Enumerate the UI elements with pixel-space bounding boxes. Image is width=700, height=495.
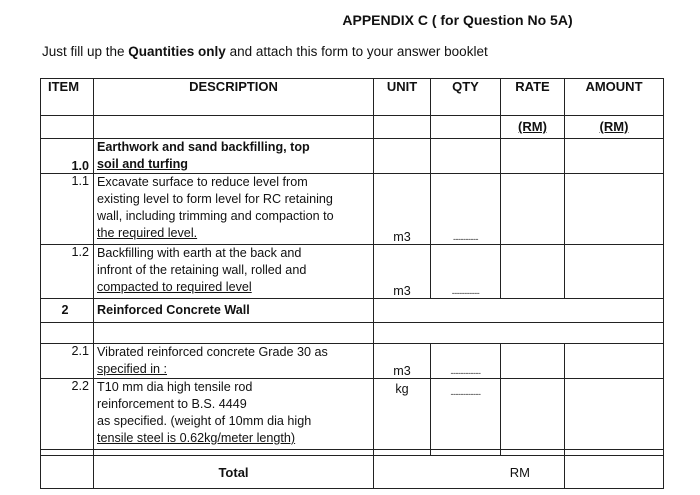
description-line: Earthwork and sand backfilling, top <box>97 140 310 154</box>
total-currency: RM <box>374 456 565 489</box>
table-row <box>41 299 664 323</box>
amount-cell <box>565 139 664 174</box>
table-row <box>41 379 664 450</box>
header-qty: QTY <box>431 79 501 116</box>
description-line: Backfilling with earth at the back and <box>97 246 302 260</box>
rate-cell <box>501 174 565 245</box>
qty-cell[interactable]: ---------- <box>431 174 501 245</box>
blank-cell <box>431 116 501 139</box>
unit-cell <box>374 139 431 174</box>
unit-cell: m3 <box>374 344 431 379</box>
bill-of-quantities-table <box>40 78 664 489</box>
unit-cell: m3 <box>374 174 431 245</box>
table-row <box>41 139 664 174</box>
item-number: 2 <box>41 299 94 323</box>
amount-cell <box>565 344 664 379</box>
header-item: ITEM <box>41 79 94 116</box>
unit-cell: m3 <box>374 245 431 299</box>
item-number: 1.0 <box>41 139 94 174</box>
description-line: as specified. (weight of 10mm dia high <box>97 414 312 428</box>
blank-cell <box>374 116 431 139</box>
description-line: wall, including trimming and compaction to <box>97 209 334 223</box>
instruction-after: and attach this form to your answer booklet <box>225 44 488 59</box>
item-number: 2.1 <box>41 344 94 379</box>
item-description <box>94 245 374 299</box>
rate-cell <box>501 139 565 174</box>
item-description <box>94 299 374 323</box>
rate-currency-cell <box>501 116 565 139</box>
blank-cell <box>94 323 374 344</box>
currency-row <box>41 116 664 139</box>
qty-cell[interactable]: ------------ <box>431 344 501 379</box>
item-number: 1.2 <box>41 245 94 299</box>
total-label: Total <box>94 456 374 489</box>
description-line: T10 mm dia high tensile rod <box>97 380 253 394</box>
item-description <box>94 344 374 379</box>
blank-cell <box>41 116 94 139</box>
rate-cell <box>501 379 565 450</box>
item-description <box>94 379 374 450</box>
appendix-title: APPENDIX C ( for Question No 5A) <box>342 12 573 28</box>
amount-cell <box>565 174 664 245</box>
rate-cell <box>501 245 565 299</box>
header-rate: RATE <box>501 79 565 116</box>
header-unit: UNIT <box>374 79 431 116</box>
description-line: tensile steel is 0.62kg/meter length) <box>97 431 296 445</box>
description-line: infront of the retaining wall, rolled and <box>97 263 307 277</box>
description-line: Vibrated reinforced concrete Grade 30 as <box>97 345 328 359</box>
amount-currency-cell <box>565 116 664 139</box>
rate-cell <box>501 344 565 379</box>
description-line: Reinforced Concrete Wall <box>97 303 250 317</box>
description-line: compacted to required level <box>97 280 252 294</box>
description-line: soil and turfing <box>97 157 188 171</box>
blank-cell <box>41 456 94 489</box>
blank-cell <box>374 323 664 344</box>
amount-currency: (RM) <box>599 119 629 134</box>
unit-cell: kg <box>374 379 431 450</box>
total-amount-cell <box>565 456 664 489</box>
description-line: reinforcement to B.S. 4449 <box>97 397 247 411</box>
header-row <box>41 79 664 116</box>
rate-currency: (RM) <box>518 119 547 134</box>
spacer-row <box>41 323 664 344</box>
header-description: DESCRIPTION <box>94 79 374 116</box>
item-description <box>94 139 374 174</box>
blank-cell <box>41 323 94 344</box>
qty-cell[interactable]: ------------ <box>431 379 501 450</box>
merged-cell <box>374 299 664 323</box>
description-line: Excavate surface to reduce level from <box>97 175 308 189</box>
instruction-before: Just fill up the <box>42 44 129 59</box>
qty-cell[interactable]: ----------- <box>431 245 501 299</box>
description-line: specified in : <box>97 362 168 376</box>
description-line: existing level to form level for RC retaining <box>97 192 333 206</box>
description-line: the required level. <box>97 226 198 240</box>
header-amount: AMOUNT <box>565 79 664 116</box>
instruction-bold: Quantities only <box>128 44 226 59</box>
item-number: 1.1 <box>41 174 94 245</box>
blank-cell <box>94 116 374 139</box>
qty-cell[interactable] <box>431 139 501 174</box>
item-description <box>94 174 374 245</box>
total-row <box>41 456 664 489</box>
item-number: 2.2 <box>41 379 94 450</box>
amount-cell <box>565 245 664 299</box>
amount-cell <box>565 379 664 450</box>
instruction-text <box>42 44 488 59</box>
table-row <box>41 174 664 245</box>
table-row <box>41 344 664 379</box>
table-row <box>41 245 664 299</box>
